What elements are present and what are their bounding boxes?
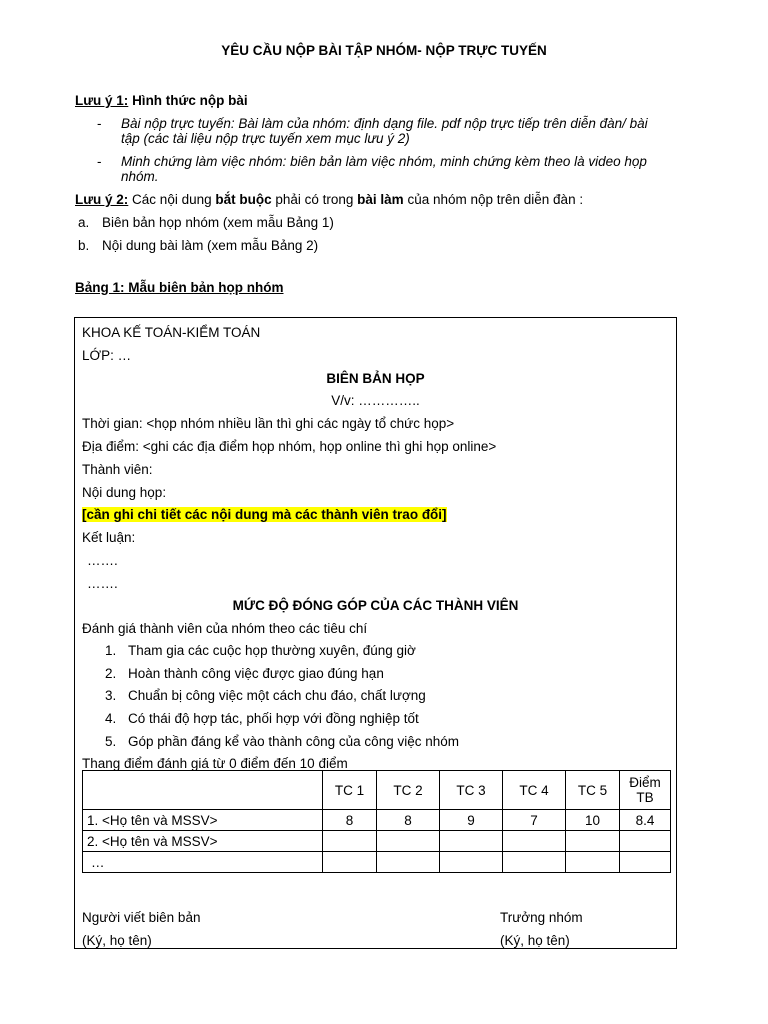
note2-emph: bắt buộc bbox=[215, 192, 272, 207]
criteria-num: 2. bbox=[105, 666, 117, 681]
table-header-cell: TC 5 bbox=[566, 771, 620, 810]
bullet-dash: - bbox=[97, 116, 102, 131]
note2-label: Lưu ý 2: bbox=[75, 192, 129, 207]
table-cell: … bbox=[83, 852, 323, 873]
table-cell bbox=[566, 831, 620, 852]
list-marker: b. bbox=[78, 238, 90, 253]
faculty: KHOA KẾ TOÁN-KIỂM TOÁN bbox=[82, 325, 261, 340]
note2-text: phải có trong bbox=[271, 192, 358, 207]
bullet-1-line2: tập (các tài liệu nộp trực tuyến xem mục lưu ý 2) bbox=[121, 131, 410, 146]
time-field: Thời gian: <họp nhóm nhiều lần thì ghi các ngày tổ chức họp> bbox=[82, 416, 455, 431]
table-cell bbox=[323, 852, 377, 873]
placeholder-dots: ……. bbox=[87, 576, 118, 591]
note1-heading: Hình thức nộp bài bbox=[132, 93, 248, 108]
table-header-cell bbox=[83, 771, 323, 810]
table-header-cell: TC 3 bbox=[440, 771, 503, 810]
criteria-intro: Đánh giá thành viên của nhóm theo các tiêu chí bbox=[82, 621, 368, 636]
criteria-item: Hoàn thành công việc được giao đúng hạn bbox=[128, 666, 384, 681]
highlighted-instruction: [cần ghi chi tiết các nội dung mà các thành viên trao đổi] bbox=[82, 507, 447, 522]
members-field: Thành viên: bbox=[82, 462, 153, 477]
writer-label: Người viết biên bản bbox=[82, 910, 201, 925]
class-field: LỚP: … bbox=[82, 348, 132, 363]
table-cell: 10 bbox=[566, 810, 620, 831]
bullet-1-line1: Bài nộp trực tuyến: Bài làm của nhóm: định dạng file. pdf nộp trực tiếp trên diễn đàn/ bài bbox=[121, 116, 648, 131]
header-line: Điểm bbox=[629, 775, 661, 790]
table-row bbox=[83, 831, 671, 852]
table-cell bbox=[503, 852, 566, 873]
writer-sign: (Ký, họ tên) bbox=[82, 933, 152, 948]
subject-field: V/v: ………….. bbox=[331, 393, 420, 408]
table-cell: 8.4 bbox=[620, 810, 671, 831]
table-header-cell bbox=[620, 771, 671, 810]
table-cell bbox=[503, 831, 566, 852]
header-line: TB bbox=[636, 790, 654, 805]
table-header-cell: TC 1 bbox=[323, 771, 377, 810]
minutes-heading: BIÊN BẢN HỌP bbox=[326, 371, 425, 386]
note2-text: của nhóm nộp trên diễn đàn : bbox=[403, 192, 584, 207]
table1-caption: Bảng 1: Mẫu biên bản họp nhóm bbox=[75, 280, 284, 295]
table-header-cell: TC 4 bbox=[503, 771, 566, 810]
table-cell bbox=[440, 852, 503, 873]
place-field: Địa điểm: <ghi các địa điểm họp nhóm, họp online thì ghi họp online> bbox=[82, 439, 497, 454]
note1-label: Lưu ý 1: bbox=[75, 93, 129, 108]
score-table bbox=[82, 770, 671, 873]
table-header-cell: TC 2 bbox=[377, 771, 440, 810]
table-cell: 8 bbox=[377, 810, 440, 831]
placeholder-dots: ……. bbox=[87, 553, 118, 568]
table-row bbox=[83, 852, 671, 873]
table-cell bbox=[620, 852, 671, 873]
content-field: Nội dung họp: bbox=[82, 485, 167, 500]
table-cell bbox=[440, 831, 503, 852]
conclusion-field: Kết luận: bbox=[82, 530, 136, 545]
note2-text: Các nội dung bbox=[128, 192, 216, 207]
criteria-num: 3. bbox=[105, 688, 117, 703]
bullet-2-line2: nhóm. bbox=[121, 169, 159, 184]
table-cell: 9 bbox=[440, 810, 503, 831]
table-cell: 7 bbox=[503, 810, 566, 831]
table-cell bbox=[566, 852, 620, 873]
table-row bbox=[83, 810, 671, 831]
note2-emph: bài làm bbox=[357, 192, 404, 207]
table-cell: 1. <Họ tên và MSSV> bbox=[83, 810, 323, 831]
page-title: YÊU CẦU NỘP BÀI TẬP NHÓM- NỘP TRỰC TUYẾN bbox=[221, 43, 547, 58]
bullet-dash: - bbox=[97, 154, 102, 169]
list-item: Biên bản họp nhóm (xem mẫu Bảng 1) bbox=[102, 215, 334, 230]
criteria-item: Chuẩn bị công việc một cách chu đáo, chất lượng bbox=[128, 688, 426, 703]
criteria-num: 5. bbox=[105, 734, 117, 749]
list-marker: a. bbox=[78, 215, 90, 230]
bullet-2-line1: Minh chứng làm việc nhóm: biên bản làm việc nhóm, minh chứng kèm theo là video họp bbox=[121, 154, 647, 169]
scale-note: Thang điểm đánh giá từ 0 điểm đến 10 điểm bbox=[82, 756, 348, 771]
table-cell bbox=[377, 831, 440, 852]
leader-label: Trưởng nhóm bbox=[500, 910, 583, 925]
table-cell: 2. <Họ tên và MSSV> bbox=[83, 831, 323, 852]
table-cell bbox=[323, 831, 377, 852]
note1-line bbox=[75, 93, 248, 108]
criteria-item: Góp phần đáng kể vào thành công của công việc nhóm bbox=[128, 734, 459, 749]
contribution-heading: MỨC ĐỘ ĐÓNG GÓP CỦA CÁC THÀNH VIÊN bbox=[232, 598, 519, 613]
table-cell bbox=[620, 831, 671, 852]
note2-line bbox=[75, 192, 583, 207]
criteria-num: 1. bbox=[105, 643, 117, 658]
table-cell bbox=[377, 852, 440, 873]
criteria-item: Có thái độ hợp tác, phối hợp với đồng nghiệp tốt bbox=[128, 711, 419, 726]
criteria-num: 4. bbox=[105, 711, 117, 726]
list-item: Nội dung bài làm (xem mẫu Bảng 2) bbox=[102, 238, 319, 253]
criteria-item: Tham gia các cuộc họp thường xuyên, đúng giờ bbox=[128, 643, 416, 658]
leader-sign: (Ký, họ tên) bbox=[500, 933, 570, 948]
table-header-row bbox=[83, 771, 671, 810]
table-cell: 8 bbox=[323, 810, 377, 831]
